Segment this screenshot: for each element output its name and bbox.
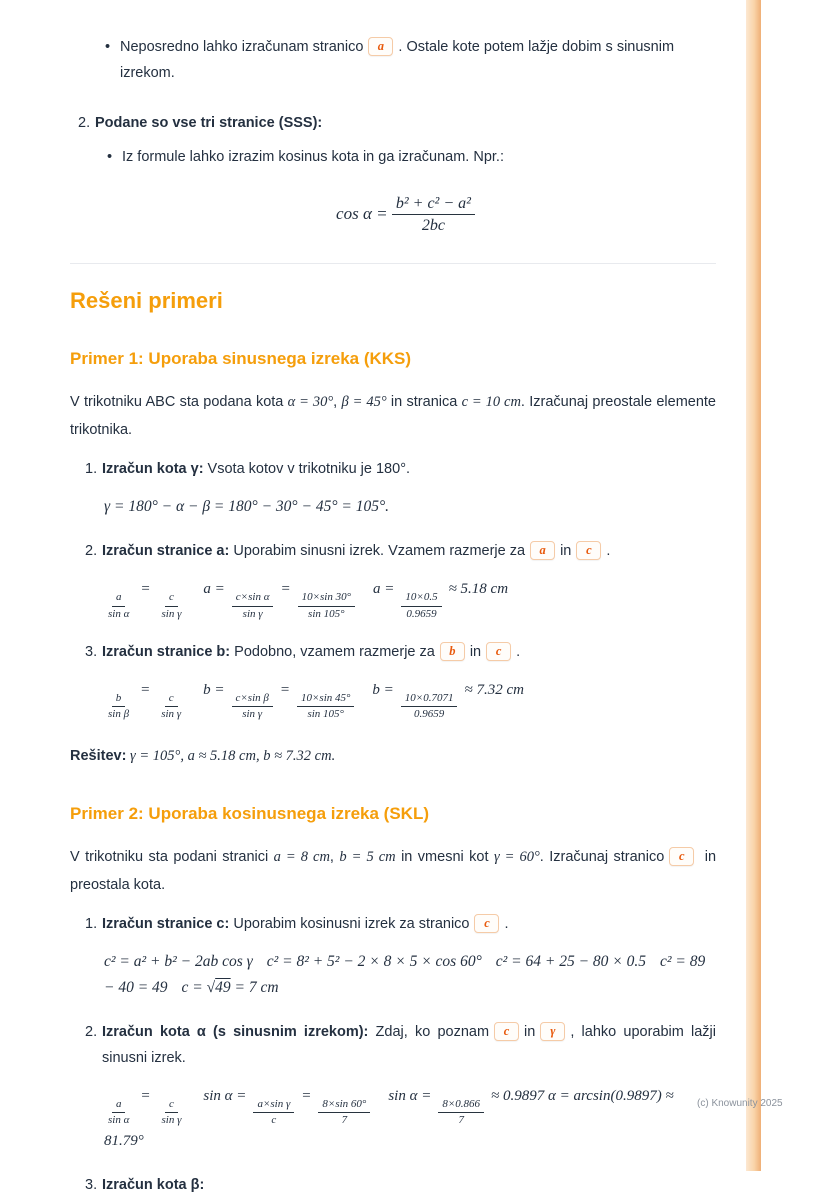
numerator: b bbox=[112, 692, 126, 707]
math-run: = bbox=[280, 581, 291, 598]
math-run: c = 10 cm bbox=[461, 394, 521, 411]
inline-code-chip: a bbox=[368, 37, 393, 56]
step-number: 1. bbox=[85, 916, 98, 933]
step-number: 3. bbox=[85, 1176, 98, 1193]
fraction bbox=[318, 1098, 370, 1127]
bold-run: Izračun stranice b: bbox=[102, 643, 231, 660]
text-run: in bbox=[469, 643, 482, 660]
text-run: in bbox=[524, 1024, 536, 1041]
math-run: β = 45° bbox=[341, 394, 387, 411]
inline-code-chip: c bbox=[576, 541, 601, 560]
step-number: 2. bbox=[85, 543, 98, 560]
side-c-formula bbox=[104, 949, 716, 1001]
step-text bbox=[102, 911, 716, 937]
primer1-heading: Primer 1: Uporaba sinusnega izreka (KKS) bbox=[70, 349, 412, 369]
step-number: 2. bbox=[85, 1024, 98, 1041]
math-run: ≈ 5.18 cm bbox=[448, 581, 509, 598]
step-body bbox=[102, 639, 716, 727]
numerator: 10×0.5 bbox=[401, 591, 441, 606]
math-run: c² = 64 + 25 − 80 × 0.5 bbox=[495, 953, 647, 971]
math-run: c² = 89 − 40 = 49 bbox=[104, 953, 706, 997]
bold-run: Izračun kota α (s sinusnim izrekom): bbox=[102, 1024, 369, 1041]
step-number: 1. bbox=[85, 461, 98, 478]
math-run: ≈ 0.9897 α = arcsin(0.9897) ≈ 81.79° bbox=[104, 1088, 674, 1149]
section-heading: Rešeni primeri bbox=[70, 288, 223, 314]
denominator: 0.9659 bbox=[414, 707, 445, 720]
text-run: , bbox=[333, 394, 342, 411]
inline-code-chip: b bbox=[440, 642, 465, 661]
math-run: b = bbox=[203, 681, 225, 698]
math-run: cos α = bbox=[336, 204, 392, 224]
denominator: sin γ bbox=[161, 707, 182, 720]
fraction bbox=[297, 692, 354, 721]
bold-run: Izračun stranice a: bbox=[102, 543, 230, 560]
denominator: sin α bbox=[108, 1114, 130, 1127]
inline-code-chip: γ bbox=[540, 1022, 565, 1041]
inline-code-chip: c bbox=[474, 914, 499, 933]
math-run: α = 30° bbox=[287, 394, 334, 411]
math-run: a = 8 cm bbox=[273, 849, 330, 866]
bold-run: Podane so vse tri stranice (SSS): bbox=[95, 115, 323, 131]
numerator: 8×0.866 bbox=[438, 1098, 484, 1113]
side-a-formula bbox=[104, 576, 716, 620]
text-run: Uporabim sinusni izrek. Vzamem razmerje za bbox=[229, 543, 526, 560]
fraction bbox=[438, 1098, 484, 1127]
numerator: a bbox=[112, 1098, 126, 1113]
bullet-dot: • bbox=[107, 149, 113, 165]
denominator: 7 bbox=[458, 1114, 464, 1127]
numerator: a bbox=[112, 591, 126, 606]
math-run: c² = 8² + 5² − 2 × 8 × 5 × cos 60° bbox=[266, 953, 482, 971]
fraction bbox=[253, 1098, 294, 1127]
cosine-rule-formula bbox=[95, 194, 716, 235]
math-run: = bbox=[301, 1088, 312, 1105]
copyright: (c) Knowunity 2025 bbox=[697, 1098, 783, 1109]
math-run: = bbox=[279, 681, 290, 698]
step-body bbox=[102, 1019, 716, 1159]
text-run: . Ostale kote potem lažje dobim s sinusnim izrekom. bbox=[120, 39, 675, 81]
primer2-heading: Primer 2: Uporaba kosinusnega izreka (SKL) bbox=[70, 804, 429, 824]
text-run: V trikotniku sta podani stranici bbox=[70, 849, 274, 866]
step-number: 3. bbox=[85, 643, 98, 660]
math-run: b = 5 cm bbox=[339, 849, 396, 866]
bold-run: Izračun kota γ: bbox=[102, 461, 204, 478]
bold-run: Rešitev: bbox=[70, 748, 127, 765]
fraction bbox=[401, 591, 441, 620]
math-run: a = bbox=[203, 581, 225, 598]
math-run: b = bbox=[372, 681, 394, 698]
primer1-intro bbox=[70, 388, 716, 444]
step-1 bbox=[85, 911, 716, 1007]
list-item-text bbox=[120, 34, 716, 86]
step-2 bbox=[85, 538, 716, 626]
math-run: = bbox=[140, 581, 151, 598]
numerator: 10×sin 30° bbox=[298, 591, 355, 606]
page-content bbox=[70, 0, 716, 1198]
page-edge-stripe bbox=[746, 0, 761, 1171]
math-run: = bbox=[140, 1088, 151, 1105]
sqrt-argument: 49 bbox=[215, 979, 231, 997]
text-run: . Izračunaj stranico bbox=[539, 849, 665, 866]
top-list bbox=[70, 34, 716, 86]
denominator: sin γ bbox=[161, 607, 182, 620]
primer1-solution bbox=[70, 743, 716, 769]
fraction bbox=[232, 591, 274, 620]
denominator: sin α bbox=[108, 607, 130, 620]
fraction bbox=[392, 194, 475, 235]
denominator: 2bc bbox=[421, 217, 445, 235]
list-item bbox=[105, 34, 716, 86]
gamma-formula: γ = 180° − α − β = 180° − 30° − 45° = 105°. bbox=[104, 498, 390, 516]
step-body bbox=[102, 911, 716, 1007]
text-run: Uporabim kosinusni izrek za stranico bbox=[229, 916, 470, 933]
math-run: a = bbox=[373, 581, 395, 598]
numerator: 10×0.7071 bbox=[401, 692, 458, 707]
denominator: 7 bbox=[341, 1114, 348, 1127]
text-run: in vmesni kot bbox=[395, 849, 494, 866]
text-run: in stranica bbox=[386, 394, 462, 411]
text-run: , bbox=[329, 849, 340, 866]
denominator: sin γ bbox=[242, 707, 263, 720]
fraction bbox=[232, 692, 273, 721]
fraction bbox=[401, 692, 458, 721]
list-item bbox=[107, 144, 716, 170]
fraction bbox=[157, 692, 185, 721]
angle-alpha-formula bbox=[104, 1083, 716, 1153]
bullet-dot: • bbox=[105, 39, 111, 55]
inline-code-chip: c bbox=[494, 1022, 519, 1041]
text-run: Podobno, vzamem razmerje za bbox=[230, 643, 435, 660]
bold-run: Izračun stranice c: bbox=[102, 916, 230, 933]
item-number: 2. bbox=[78, 115, 91, 131]
text-run: . bbox=[504, 916, 509, 933]
fraction bbox=[158, 1098, 186, 1127]
fraction bbox=[104, 692, 133, 721]
step-body bbox=[102, 538, 716, 626]
step-1 bbox=[85, 456, 716, 526]
denominator: sin 105° bbox=[307, 707, 344, 720]
fraction bbox=[298, 591, 355, 620]
side-b-formula bbox=[104, 677, 716, 721]
step-text bbox=[102, 1019, 716, 1071]
numerator: c bbox=[165, 591, 178, 606]
text-run: Neposredno lahko izračunam stranico bbox=[120, 39, 364, 55]
text-run: . Izračunaj preostale elemente trikotnika. bbox=[70, 394, 716, 439]
numerator: c bbox=[165, 692, 178, 707]
fraction bbox=[104, 1098, 133, 1127]
step-2 bbox=[85, 1019, 716, 1159]
math-run: sin α = bbox=[203, 1088, 247, 1105]
denominator: sin β bbox=[108, 707, 130, 720]
step-3 bbox=[85, 1172, 716, 1198]
text-run: Vsota kotov v trikotniku je 180°. bbox=[203, 461, 411, 478]
denominator: sin 105° bbox=[308, 607, 345, 620]
divider bbox=[70, 263, 716, 264]
fraction bbox=[158, 591, 186, 620]
text-run: in bbox=[560, 543, 572, 560]
step-body bbox=[102, 1172, 716, 1198]
text-run: . bbox=[516, 643, 521, 660]
math-run: = 7 cm bbox=[230, 979, 279, 997]
primer1-steps bbox=[70, 456, 716, 727]
inline-code-chip: c bbox=[486, 642, 511, 661]
step-text bbox=[102, 538, 716, 564]
list-item-text: Iz formule lahko izrazim kosinus kota in ga izračunam. Npr.: bbox=[122, 149, 504, 165]
math-run: γ = 105°, a ≈ 5.18 cm, b ≈ 7.32 cm. bbox=[126, 748, 336, 765]
math-run: sin α = bbox=[388, 1088, 432, 1105]
numerator: b² + c² − a² bbox=[392, 194, 475, 215]
text-run: in preostala kota. bbox=[70, 849, 717, 894]
primer2-steps bbox=[70, 911, 716, 1197]
step-text bbox=[102, 1172, 716, 1198]
text-run: . bbox=[606, 543, 611, 560]
numerator: c×sin β bbox=[232, 692, 273, 707]
numerator: c×sin α bbox=[232, 591, 274, 606]
item-body bbox=[95, 110, 716, 235]
fraction bbox=[104, 591, 133, 620]
math-run: γ = 60° bbox=[493, 849, 540, 866]
step-text bbox=[102, 456, 716, 482]
numerator: a×sin γ bbox=[253, 1098, 294, 1113]
numerator: 8×sin 60° bbox=[318, 1098, 370, 1113]
inline-code-chip: c bbox=[669, 847, 694, 866]
primer2-intro bbox=[70, 843, 716, 899]
text-run: V trikotniku ABC sta podana kota bbox=[70, 394, 288, 411]
bold-run: Izračun kota β: bbox=[102, 1176, 205, 1193]
denominator: sin γ bbox=[161, 1114, 182, 1127]
denominator: c bbox=[271, 1114, 277, 1127]
math-run: c = √ bbox=[181, 979, 216, 997]
text-run: Zdaj, ko poznam bbox=[368, 1024, 490, 1041]
text-run: , lahko uporabim lažji sinusni izrek. bbox=[102, 1024, 716, 1067]
inline-code-chip: a bbox=[530, 541, 555, 560]
math-run: = bbox=[140, 681, 151, 698]
numerator: 10×sin 45° bbox=[297, 692, 354, 707]
item-title bbox=[95, 110, 716, 136]
denominator: sin γ bbox=[242, 607, 263, 620]
denominator: 0.9659 bbox=[406, 607, 437, 620]
step-3 bbox=[85, 639, 716, 727]
step-text bbox=[102, 639, 716, 665]
math-run: ≈ 7.32 cm bbox=[464, 681, 524, 698]
step-body bbox=[102, 456, 716, 526]
numerator: c bbox=[165, 1098, 178, 1113]
numbered-item bbox=[78, 110, 716, 235]
math-run: c² = a² + b² − 2ab cos γ bbox=[104, 953, 253, 971]
